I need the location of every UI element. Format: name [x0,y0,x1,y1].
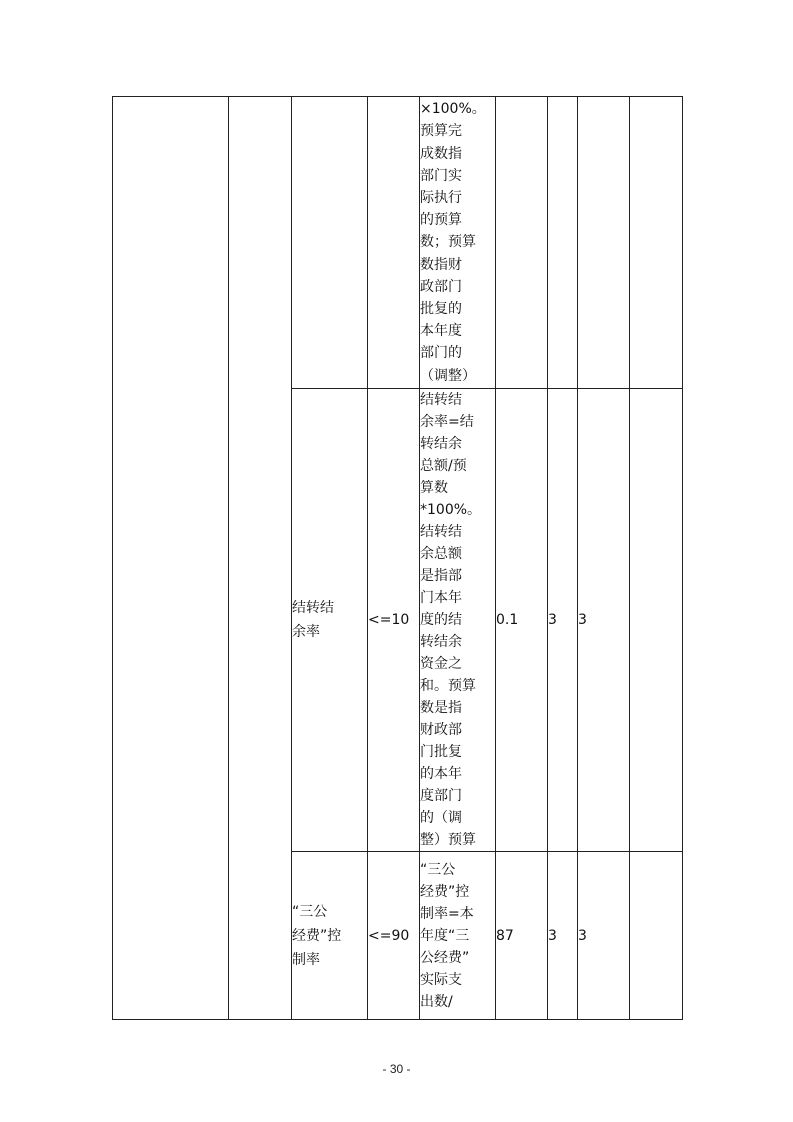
indicator-name-line: 制率 [292,951,320,968]
description-line: 门批复 [420,744,462,760]
description-line: 数指财 [420,256,462,273]
score-cell [578,97,630,389]
indicator-description-cell [420,852,496,1020]
description-line: 部门的 [420,345,462,362]
actual-value-cell: 87 [496,852,548,1020]
description-line: 度的结 [420,612,462,628]
weight-cell [548,97,578,389]
description-line: 数是指 [420,700,462,716]
level3-indicator-cell [292,97,368,389]
description-line: 余率=结 [420,414,474,430]
description-line: 成数指 [420,145,462,162]
description-line: 实际支 [420,971,462,988]
performance-indicator-table [112,96,683,1020]
description-line: 际执行 [420,190,462,207]
description-line: 政部门 [420,278,462,295]
level1-indicator-cell [113,97,229,1020]
target-value-cell: <=90 [368,852,420,1020]
table-row [113,97,683,389]
description-line: 制率=本 [420,905,474,922]
description-line: 数；预算 [420,234,476,251]
actual-value-cell [496,97,548,389]
description-line: 部门实 [420,167,462,184]
description-line: 本年度 [420,323,462,340]
description-line: 结转结 [420,524,462,540]
level3-indicator-cell [292,389,368,852]
actual-value-cell: 0.1 [496,389,548,852]
remark-cell [630,852,683,1020]
description-line: 年度“三 [420,927,470,944]
description-line: 财政部 [420,722,462,738]
description-line: ×100%。 [420,101,486,118]
score-cell: 3 [578,852,630,1020]
indicator-name-line: 经费”控 [292,927,342,944]
score-cell: 3 [578,389,630,852]
remark-cell [630,389,683,852]
description-line: 的（调 [420,810,462,826]
weight-cell: 3 [548,852,578,1020]
indicator-description-cell [420,389,496,852]
description-line: 算数 [420,480,448,496]
weight-cell: 3 [548,389,578,852]
description-line: 整）预算 [420,832,476,848]
remark-cell [630,97,683,389]
description-line: 转结余 [420,634,462,650]
description-line: 度部门 [420,788,462,804]
description-line: 和。预算 [420,678,476,694]
description-line: 资金之 [420,656,462,672]
description-line: 预算完 [420,123,462,140]
description-line: 转结余 [420,436,462,452]
target-value-cell: <=10 [368,389,420,852]
page-number: - 30 - [382,1062,411,1076]
description-line: 是指部 [420,568,462,584]
target-value-cell [368,97,420,389]
description-line: 的预算 [420,212,462,229]
level2-indicator-cell [229,97,292,1020]
description-line: 结转结 [420,392,462,408]
indicator-name-line: “三公 [292,903,328,920]
description-line: （调整） [420,367,476,384]
indicator-name-line: 余率 [292,624,320,640]
description-line: 余总额 [420,546,462,562]
description-line: 经费”控 [420,883,470,900]
description-line: “三公 [420,861,456,878]
indicator-name-line: 结转结 [292,600,334,616]
description-line: 总额/预 [420,458,467,474]
description-line: 门本年 [420,590,462,606]
description-line: *100%。 [420,502,482,518]
indicator-description-cell [420,97,496,389]
description-line: 出数/ [420,993,453,1010]
description-line: 批复的 [420,300,462,317]
description-line: 公经费” [420,949,470,966]
level3-indicator-cell [292,852,368,1020]
description-line: 的本年 [420,766,462,782]
